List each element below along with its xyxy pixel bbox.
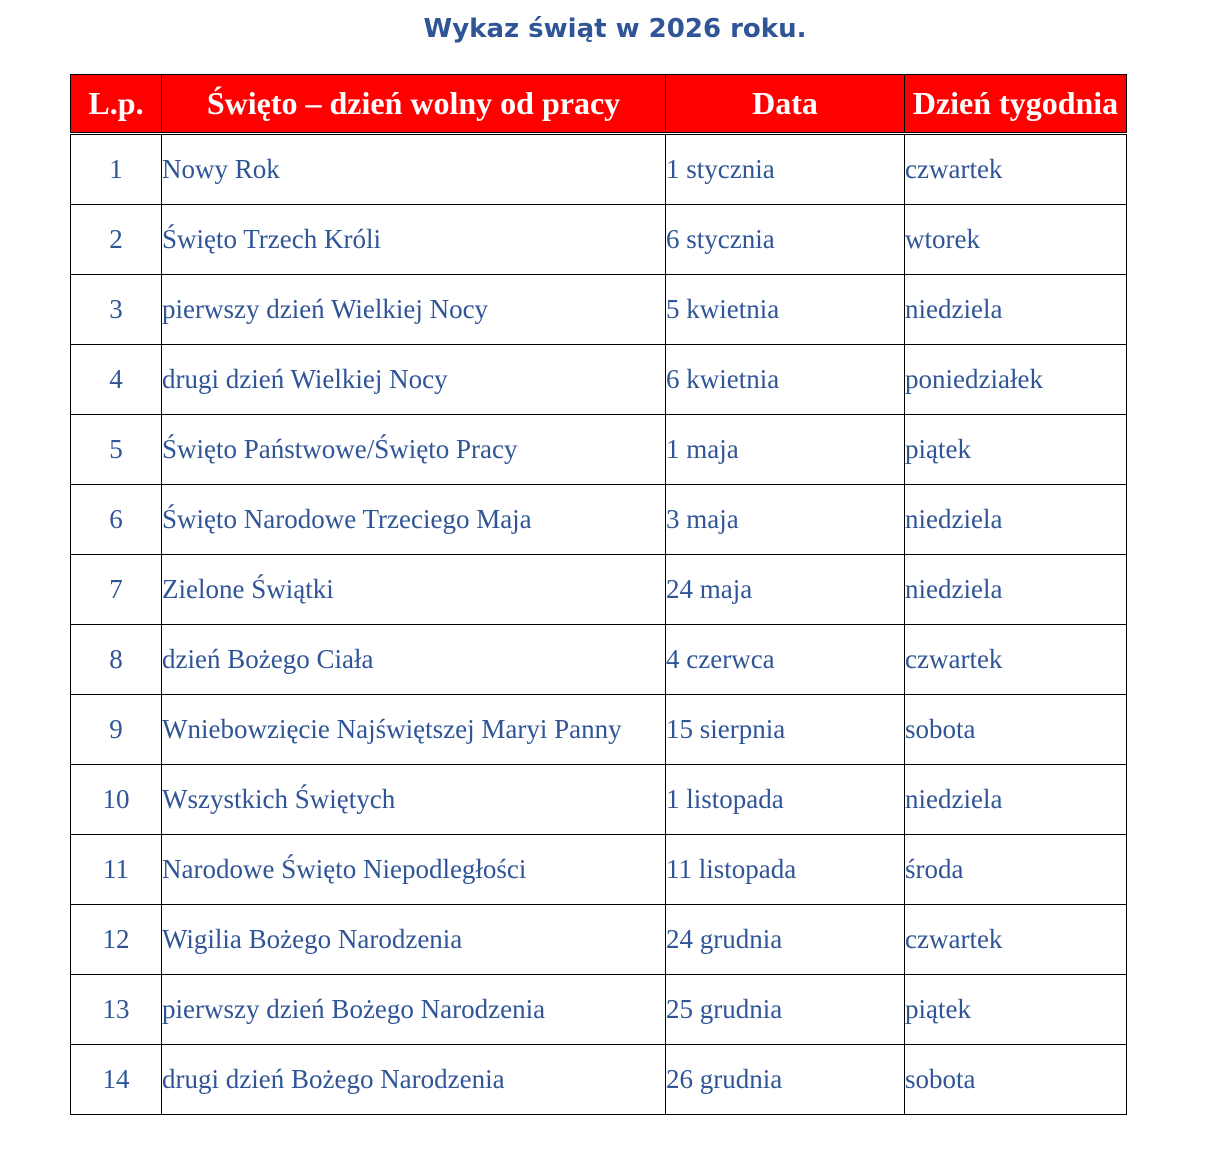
cell-date: 25 grudnia [666,975,905,1045]
cell-lp: 14 [71,1045,162,1115]
cell-date: 1 listopada [666,765,905,835]
cell-lp: 10 [71,765,162,835]
cell-lp: 9 [71,695,162,765]
table-row [71,345,1127,415]
cell-holiday-name: Święto Trzech Króli [162,205,666,275]
table-row [71,415,1127,485]
table-body [71,134,1127,1115]
table-header-row [71,75,1127,134]
table-row [71,975,1127,1045]
cell-weekday: poniedziałek [905,345,1127,415]
cell-holiday-name: Święto Narodowe Trzeciego Maja [162,485,666,555]
cell-date: 3 maja [666,485,905,555]
cell-date: 11 listopada [666,835,905,905]
table-row [71,765,1127,835]
cell-holiday-name: drugi dzień Wielkiej Nocy [162,345,666,415]
cell-weekday: czwartek [905,134,1127,205]
cell-lp: 12 [71,905,162,975]
cell-weekday: niedziela [905,765,1127,835]
cell-date: 26 grudnia [666,1045,905,1115]
cell-holiday-name: Święto Państwowe/Święto Pracy [162,415,666,485]
cell-holiday-name: pierwszy dzień Wielkiej Nocy [162,275,666,345]
cell-date: 4 czerwca [666,625,905,695]
table-row [71,275,1127,345]
cell-date: 24 maja [666,555,905,625]
column-header-weekday: Dzień tygodnia [905,75,1127,134]
cell-holiday-name: Nowy Rok [162,134,666,205]
cell-weekday: sobota [905,695,1127,765]
cell-date: 6 stycznia [666,205,905,275]
column-header-lp: L.p. [71,75,162,134]
cell-holiday-name: pierwszy dzień Bożego Narodzenia [162,975,666,1045]
table-row [71,555,1127,625]
table-row [71,835,1127,905]
cell-weekday: piątek [905,415,1127,485]
cell-weekday: wtorek [905,205,1127,275]
column-header-date: Data [666,75,905,134]
cell-weekday: czwartek [905,905,1127,975]
cell-lp: 1 [71,134,162,205]
page-title: Wykaz świąt w 2026 roku. [423,14,807,44]
cell-holiday-name: drugi dzień Bożego Narodzenia [162,1045,666,1115]
table-row [71,905,1127,975]
cell-weekday: niedziela [905,485,1127,555]
cell-weekday: czwartek [905,625,1127,695]
cell-lp: 5 [71,415,162,485]
cell-lp: 8 [71,625,162,695]
table-row [71,625,1127,695]
cell-holiday-name: Wigilia Bożego Narodzenia [162,905,666,975]
cell-holiday-name: Wniebowzięcie Najświętszej Maryi Panny [162,695,666,765]
cell-holiday-name: Zielone Świątki [162,555,666,625]
cell-weekday: niedziela [905,555,1127,625]
cell-lp: 6 [71,485,162,555]
column-header-holiday: Święto – dzień wolny od pracy [162,75,666,134]
cell-holiday-name: Narodowe Święto Niepodległości [162,835,666,905]
cell-date: 24 grudnia [666,905,905,975]
cell-weekday: środa [905,835,1127,905]
cell-lp: 3 [71,275,162,345]
table-row [71,485,1127,555]
table-row [71,695,1127,765]
cell-weekday: piątek [905,975,1127,1045]
cell-lp: 11 [71,835,162,905]
cell-date: 1 stycznia [666,134,905,205]
table-row [71,134,1127,205]
cell-holiday-name: Wszystkich Świętych [162,765,666,835]
cell-date: 15 sierpnia [666,695,905,765]
table-row [71,205,1127,275]
cell-lp: 2 [71,205,162,275]
cell-date: 1 maja [666,415,905,485]
holidays-table [70,74,1127,1115]
cell-holiday-name: dzień Bożego Ciała [162,625,666,695]
cell-lp: 7 [71,555,162,625]
cell-lp: 4 [71,345,162,415]
cell-date: 5 kwietnia [666,275,905,345]
table-row [71,1045,1127,1115]
cell-weekday: sobota [905,1045,1127,1115]
cell-lp: 13 [71,975,162,1045]
cell-date: 6 kwietnia [666,345,905,415]
cell-weekday: niedziela [905,275,1127,345]
